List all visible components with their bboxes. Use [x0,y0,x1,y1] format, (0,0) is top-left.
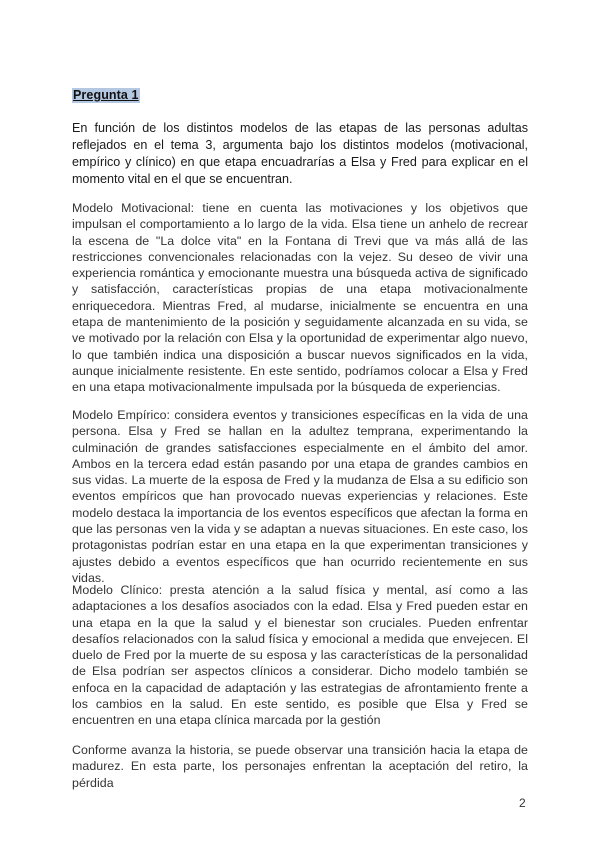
paragraph-maturity-transition: Conforme avanza la historia, se puede observar una transición hacia la etapa de madurez. En esta parte, los personajes enfrentan la aceptación del retiro, la pérdida [72,743,528,790]
paragraph-clinical-model: Modelo Clínico: presta atención a la salud física y mental, así como a las adaptaciones a los desafíos asociados con la edad. Elsa y Fred pueden estar en una etapa en la que la salud y el bienestar son cruciales. Pueden enfrentar desafíos relacionados con la salud física y emocional a medida que envejecen. El duelo de Fred por la muerte de su esposa y las características de la personalidad de Elsa podrían ser aspectos clínicos a considerar. Dicho modelo también se enfoca en la capacidad de adaptación y las estrategias de afrontamiento frente a los cambios en la salud. En este sentido, es posible que Elsa y Fred se encuentren en una etapa clínica marcada por la gestión [72,583,528,728]
paragraph-motivational-model: Modelo Motivacional: tiene en cuenta las motivaciones y los objetivos que impulsan el comportamiento a lo largo de la vida. Elsa tiene un anhelo de recrear la escena de "La dolce vita" en la Fontana di Trevi que va más allá de las restricciones convencionales relacionadas con la vejez. Su deseo de vivir una experiencia romántica y emocionante muestra una búsqueda activa de significado y satisfacción, características propias de una etapa motivacionalmente enriquecedora. Mientras Fred, al mudarse, inicialmente se encuentra en una etapa de mantenimiento de la posición y seguidamente alcanzada en su vida, se ve motivado por la relación con Elsa y la oportunidad de experimentar algo nuevo, lo que también indica una disposición a buscar nuevos significados en la vida, aunque inicialmente resistente. En este sentido, podríamos colocar a Elsa y Fred en una etapa motivacionalmente impulsada por la búsqueda de experiencias. [72,201,528,395]
paragraph-empirical-model: Modelo Empírico: considera eventos y transiciones específicas en la vida de una persona. Elsa y Fred se hallan en la adultez temprana, experimentando la culminación de grandes satisfacciones especialmente en el ámbito del amor. Ambos en la tercera edad están pasando por una etapa de grandes cambios en sus vidas. La muerte de la esposa de Fred y la mudanza de Elsa a su edificio son eventos empíricos que han provocado nuevas experiencias y relaciones. Este modelo destaca la importancia de los eventos específicos que afectan la forma en que las personas ven la vida y se adaptan a nuevas situaciones. En este caso, los protagonistas podrían estar en una etapa en la que experimentan transiciones y ajustes debido a eventos específicos que han ocurrido recientemente en sus vidas. [72,408,528,585]
question-heading: Pregunta 1 [73,88,139,102]
question-text: En función de los distintos modelos de las etapas de las personas adultas reflejados en el tema 3, argumenta bajo los distintos modelos (motivacional, empírico y clínico) en que etapa encuadrarías a Elsa y Fred para explicar en el momento vital en el que se encuentran. [72,121,528,186]
page-number: 2 [519,796,526,810]
